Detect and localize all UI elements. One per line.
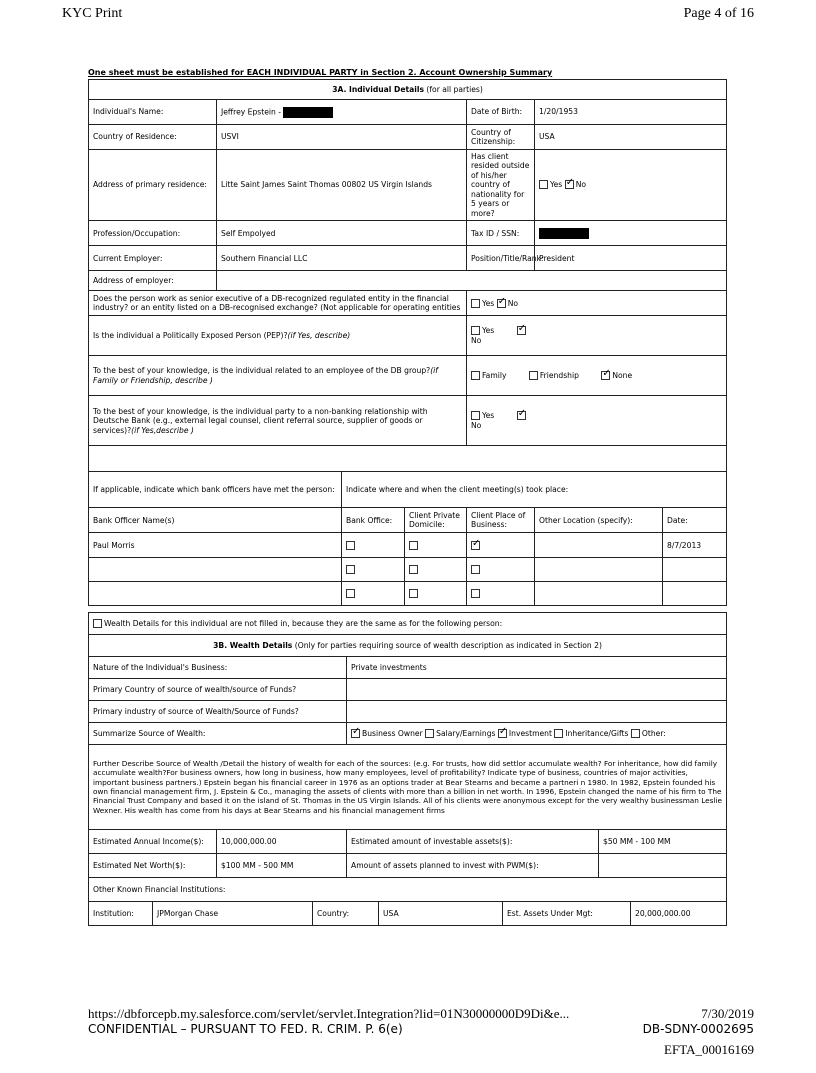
same-as-note: Wealth Details for this individual are not filled in, because they are the same as for the following person:: [89, 613, 727, 635]
checkbox-icon[interactable]: [471, 589, 480, 598]
net-worth-value: $100 MM - 500 MM: [217, 854, 347, 878]
resided-outside-options: Yes ✓ No: [535, 150, 727, 221]
related-options: Family Friendship ✓ None: [467, 356, 727, 396]
checkbox-icon[interactable]: [631, 729, 640, 738]
officers-label: If applicable, indicate which bank officers have met the person:: [89, 472, 342, 508]
position-value: President: [535, 246, 727, 271]
checkbox-icon[interactable]: [409, 565, 418, 574]
other-fi-label: Other Known Financial Institutions:: [89, 878, 727, 902]
summarize-options: ✓ Business Owner Salary/Earnings ✓ Investment Inheritance/Gifts Other:: [347, 723, 727, 745]
checkbox-icon[interactable]: [346, 541, 355, 550]
checkbox-icon[interactable]: [498, 729, 507, 738]
employer-address-label: Address of employer:: [89, 271, 217, 291]
annual-income-label: Estimated Annual Income($):: [89, 830, 217, 854]
employer-value: Southern Financial LLC: [217, 246, 467, 271]
footer-date: 7/30/2019: [701, 1006, 754, 1021]
name-value: Jeffrey Epstein -: [217, 100, 467, 125]
position-label: Position/Title/Rank:: [467, 246, 535, 271]
aum-label: Est. Assets Under Mgt:: [503, 902, 631, 926]
bates-number: DB-SDNY-0002695: [642, 1022, 754, 1036]
checkbox-icon[interactable]: [93, 619, 102, 628]
further-description: Further Describe Source of Wealth /Detail the history of wealth for each of the sources: (e.g. For trusts, how did settlor accumulate wealth? For inheritance, how did family accumulate wealth?For business owners, how long in business, how many employees, level of profitability? Indicate type of business, countries of major activities, important business partners.) Epstein began his financial career in 1976 as an options trader at Bear Stearns and became a partneri n 1980. In 1982, Epstein founded his own financial management firm, J. Epstein & Co., managing the assets of clients with more than a billion in net worth. In 1996, Epstein changed the name of his firm to The Financial Trust Company and based it on the island of St. Thomas in the US Virgin Islands. All of his clients were anonymous except for the very wealthy businessman Leslie Wexner. His wealth has come from his days at Bear Stearns and his financial management firms: [89, 745, 727, 830]
checkbox-icon[interactable]: [497, 299, 506, 308]
dob-label: Date of Birth:: [467, 100, 535, 125]
dob-value: 1/20/1953: [535, 100, 727, 125]
checkbox-icon[interactable]: [471, 326, 480, 335]
col-officer: Bank Officer Name(s): [89, 508, 342, 533]
efta-number: EFTA_00016169: [664, 1042, 754, 1057]
address-value: Litte Saint James Saint Thomas 00802 US Virgin Islands: [217, 150, 467, 221]
annual-income-value: 10,000,000.00: [217, 830, 347, 854]
wealth-details-table: [88, 612, 727, 926]
industry-source-label: Primary industry of source of Wealth/Source of Funds?: [89, 701, 347, 723]
table-row: [89, 902, 727, 926]
institution-label: Institution:: [89, 902, 153, 926]
checkbox-icon[interactable]: [471, 565, 480, 574]
individual-details-table: [88, 79, 727, 606]
checkbox-icon[interactable]: [409, 589, 418, 598]
col-business: Client Place of Business:: [467, 508, 535, 533]
profession-label: Profession/Occupation:: [89, 221, 217, 246]
redaction-box: [539, 228, 589, 239]
senior-exec-question: Does the person work as senior executive of a DB-recognized regulated entity in the financial industry? or an entity listed on a DB-recognised exchange? (Not applicable for operating entities: [89, 291, 467, 316]
address-label: Address of primary residence:: [89, 150, 217, 221]
checkbox-icon[interactable]: [539, 180, 548, 189]
officer-name: Paul Morris: [89, 533, 342, 558]
nonbanking-options: Yes ✓No: [467, 396, 535, 446]
aum-value: 20,000,000.00: [631, 902, 727, 926]
checkbox-icon[interactable]: [471, 541, 480, 550]
table-row: [89, 533, 727, 558]
resided-outside-label: Has client resided outside of his/her country of nationality for 5 years or more?: [467, 150, 535, 221]
checkbox-icon[interactable]: [346, 589, 355, 598]
confidential-notice: CONFIDENTIAL – PURSUANT TO FED. R. CRIM. P. 6(e): [88, 1022, 403, 1036]
meeting-date: 8/7/2013: [663, 533, 727, 558]
page-number: Page 4 of 16: [683, 6, 754, 21]
section-3b-title: 3B. Wealth Details (Only for parties requiring source of wealth description as indicated in Section 2): [89, 635, 727, 657]
investable-value: $50 MM - 100 MM: [599, 830, 727, 854]
checkbox-icon[interactable]: [554, 729, 563, 738]
col-bank-office: Bank Office:: [342, 508, 405, 533]
summarize-label: Summarize Source of Wealth:: [89, 723, 347, 745]
sheet-note: One sheet must be established for EACH INDIVIDUAL PARTY in Section 2. Account Ownership Summary: [88, 68, 553, 77]
citizenship-value: USA: [535, 125, 727, 150]
country-source-label: Primary Country of source of wealth/source of Funds?: [89, 679, 347, 701]
country-value: USA: [379, 902, 503, 926]
checkbox-icon[interactable]: [471, 371, 480, 380]
nonbanking-question: To the best of your knowledge, is the individual party to a non-banking relationship with Deutsche Bank (e.g., external legal counsel, client referral source, supplier of goods or services)?(if Yes,describe ): [89, 396, 467, 446]
print-title: KYC Print: [62, 6, 123, 21]
citizenship-label: Country of Citizenship:: [467, 125, 535, 150]
residence-label: Country of Residence:: [89, 125, 217, 150]
employer-address-value: [217, 271, 727, 291]
residence-value: USVI: [217, 125, 467, 150]
pep-question: Is the individual a Politically Exposed Person (PEP)?(if Yes, describe): [89, 316, 467, 356]
redaction-box: [283, 107, 333, 118]
investable-label: Estimated amount of investable assets($):: [347, 830, 599, 854]
col-other: Other Location (specify):: [535, 508, 663, 533]
nature-label: Nature of the Individual's Business:: [89, 657, 347, 679]
senior-exec-options: Yes ✓ No: [467, 291, 535, 316]
country-label: Country:: [313, 902, 379, 926]
name-label: Individual's Name:: [89, 100, 217, 125]
checkbox-icon[interactable]: [346, 565, 355, 574]
profession-value: Self Empolyed: [217, 221, 467, 246]
checkbox-icon[interactable]: [425, 729, 434, 738]
footer-url: https://dbforcepb.my.salesforce.com/servlet/servlet.Integration?lid=01N30000000D9Di&e...: [88, 1006, 570, 1021]
checkbox-icon[interactable]: [409, 541, 418, 550]
checkbox-icon[interactable]: [351, 729, 360, 738]
table-row: [89, 558, 727, 582]
checkbox-icon[interactable]: [471, 411, 480, 420]
col-domicile: Client Private Domicile:: [405, 508, 467, 533]
employer-label: Current Employer:: [89, 246, 217, 271]
section-3a-title: 3A. Individual Details (for all parties): [89, 80, 727, 100]
net-worth-label: Estimated Net Worth($):: [89, 854, 217, 878]
checkbox-icon[interactable]: [565, 180, 574, 189]
related-question: To the best of your knowledge, is the individual related to an employee of the DB group?(if Family or Friendship, describe ): [89, 356, 467, 396]
meeting-label: Indicate where and when the client meeting(s) took place:: [342, 472, 727, 508]
pep-options: Yes ✓No: [467, 316, 535, 356]
nature-value: Private investments: [347, 657, 727, 679]
taxid-label: Tax ID / SSN:: [467, 221, 535, 246]
taxid-value: [535, 221, 727, 246]
institution-value: JPMorgan Chase: [153, 902, 313, 926]
col-date: Date:: [663, 508, 727, 533]
checkbox-icon[interactable]: [517, 326, 526, 335]
checkbox-icon[interactable]: [601, 371, 610, 380]
checkbox-icon[interactable]: [471, 299, 480, 308]
table-row: [89, 582, 727, 606]
checkbox-icon[interactable]: [529, 371, 538, 380]
pwm-label: Amount of assets planned to invest with PWM($):: [347, 854, 599, 878]
checkbox-icon[interactable]: [517, 411, 526, 420]
